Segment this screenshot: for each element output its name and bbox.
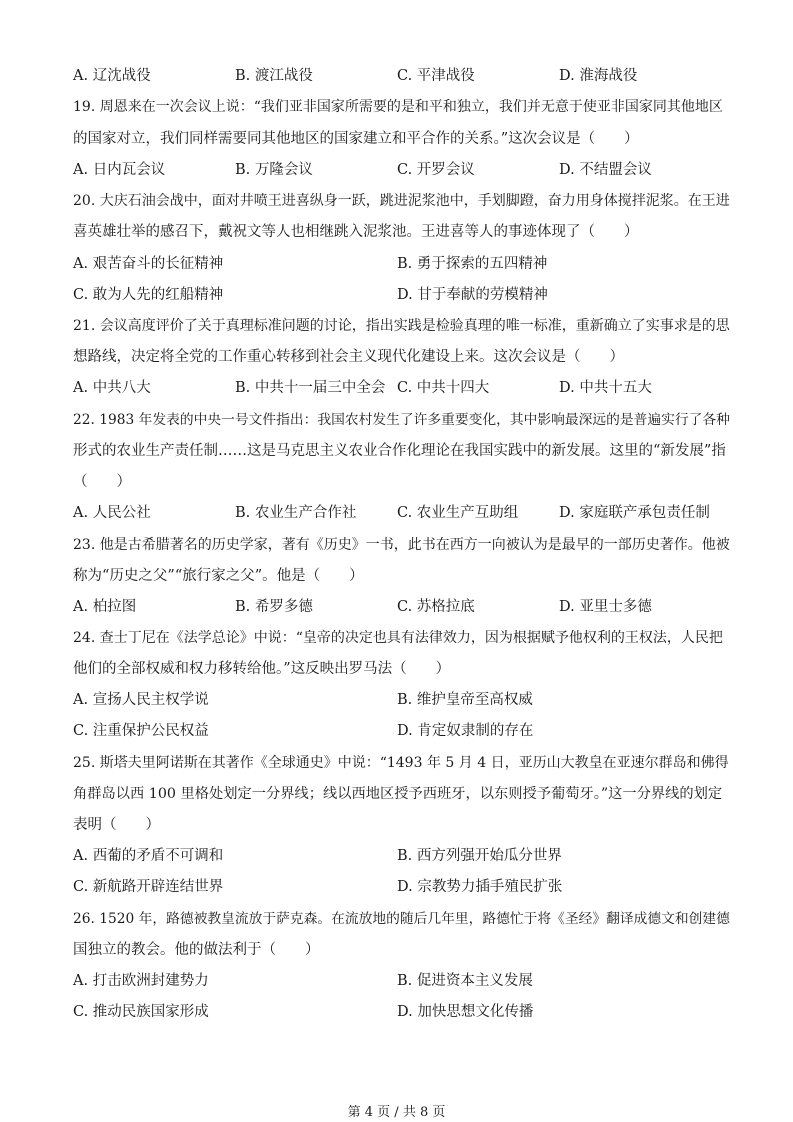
question-stem-line: 19. 周恩来在一次会议上说：“我们亚非国家所需要的是和平和独立，我们并无意于使亚非国家同其他地区 (73, 99, 723, 115)
question-stem-line: 23. 他是古希腊著名的历史学家，著有《历史》一书，此书在西方一向被认为是最早的一部历史著作。他被 (73, 537, 730, 553)
question-stem-line: 形式的农业生产责任制……这是马克思主义农业合作化理论在我国实践中的新发展。这里的“新发展”指 (73, 443, 726, 459)
option-b: B. 希罗多德 (235, 599, 313, 615)
option-a: A. 人民公社 (73, 505, 151, 521)
option-d: D. 肯定奴隶制的存在 (397, 723, 534, 739)
question-stem-line: 21. 会议高度评价了关于真理标准问题的讨论，指出实践是检验真理的唯一标准，重新确立了实事求是的思 (73, 318, 730, 334)
question-stem-line: 26. 1520 年，路德被教皇流放于萨克森。在流放地的随后几年里，路德忙于将《圣经》翻译成德文和创建德 (73, 911, 730, 927)
option-c: C. 农业生产互助组 (397, 505, 519, 521)
option-c: C. 平津战役 (397, 68, 475, 84)
option-b: B. 促进资本主义发展 (397, 973, 533, 989)
question-stem-line: 22. 1983 年发表的中央一号文件指出：我国农村发生了许多重要变化，其中影响最深远的是普遍实行了各种 (73, 412, 730, 428)
option-b: B. 万隆会议 (235, 162, 313, 178)
question-stem-line: 的国家对立，我们同样需要同其他地区的国家建立和平合作的关系。”这次会议是（ ） (73, 131, 639, 147)
option-c: C. 中共十四大 (397, 380, 490, 396)
option-c: C. 苏格拉底 (397, 599, 475, 615)
option-a: A. 西葡的矛盾不可调和 (73, 848, 224, 864)
question-stem-line: 想路线，决定将全党的工作重心转移到社会主义现代化建设上来。这次会议是（ ） (73, 349, 624, 365)
option-b: B. 中共十一届三中全会 (235, 380, 386, 396)
option-a: A. 辽沈战役 (73, 68, 151, 84)
option-d: D. 中共十五大 (559, 380, 652, 396)
option-a: A. 柏拉图 (73, 599, 137, 615)
question-stem-line: 20. 大庆石油会战中，面对井喷王进喜纵身一跃，跳进泥浆池中，手划脚蹬，奋力用身体搅拌泥浆。在王进 (73, 193, 730, 209)
option-d: D. 淮海战役 (559, 68, 638, 84)
option-b: B. 勇于探索的五四精神 (397, 256, 548, 272)
option-a: A. 打击欧洲封建势力 (73, 973, 209, 989)
option-a: A. 宣扬人民主权学说 (73, 692, 209, 708)
option-a: A. 中共八大 (73, 380, 151, 396)
option-b: B. 农业生产合作社 (235, 505, 357, 521)
question-stem-line: 表明（ ） (73, 817, 160, 833)
option-c: C. 新航路开辟连结世界 (73, 879, 224, 895)
option-b: B. 维护皇帝至高权威 (397, 692, 533, 708)
option-d: D. 家庭联产承包责任制 (559, 505, 710, 521)
option-b: B. 渡江战役 (235, 68, 313, 84)
option-b: B. 西方列强开始瓜分世界 (397, 848, 562, 864)
question-stem-line: 喜英雄壮举的感召下，戴祝文等人也相继跳入泥浆池。王进喜等人的事迹体现了（ ） (73, 224, 639, 240)
option-c: C. 注重保护公民权益 (73, 723, 209, 739)
question-stem-line: 24. 查士丁尼在《法学总论》中说：“皇帝的决定也具有法律效力，因为根据赋予他权利的王权法，人民把 (73, 630, 723, 646)
option-a: A. 日内瓦会议 (73, 162, 166, 178)
question-stem-line: （ ） (73, 474, 131, 490)
question-stem-line: 国独立的教会。他的做法利于（ ） (73, 942, 320, 958)
question-stem-line: 25. 斯塔夫里阿诺斯在其著作《全球通史》中说：“1493 年 5 月 4 日，亚历山大教皇在亚速尔群岛和佛得 (73, 755, 729, 771)
option-c: C. 推动民族国家形成 (73, 1004, 209, 1020)
option-d: D. 甘于奉献的劳模精神 (397, 287, 548, 303)
page-number-footer: 第 4 页 / 共 8 页 (347, 1105, 446, 1120)
option-d: D. 宗教势力插手殖民扩张 (397, 879, 563, 895)
option-d: D. 加快思想文化传播 (397, 1004, 534, 1020)
question-stem-line: 他们的全部权威和权力移转给他。”这反映出罗马法（ ） (73, 661, 451, 677)
option-a: A. 艰苦奋斗的长征精神 (73, 256, 224, 272)
question-stem-line: 角群岛以西 100 里格处划定一分界线；线以西地区授予西班牙，以东则授予葡萄牙。”这一分界线的划定 (73, 786, 723, 802)
question-stem-line: 称为“历史之父”“旅行家之父”。他是（ ） (73, 568, 364, 584)
option-c: C. 开罗会议 (397, 162, 475, 178)
option-d: D. 不结盟会议 (559, 162, 652, 178)
option-c: C. 敢为人先的红船精神 (73, 287, 224, 303)
option-d: D. 亚里士多德 (559, 599, 652, 615)
